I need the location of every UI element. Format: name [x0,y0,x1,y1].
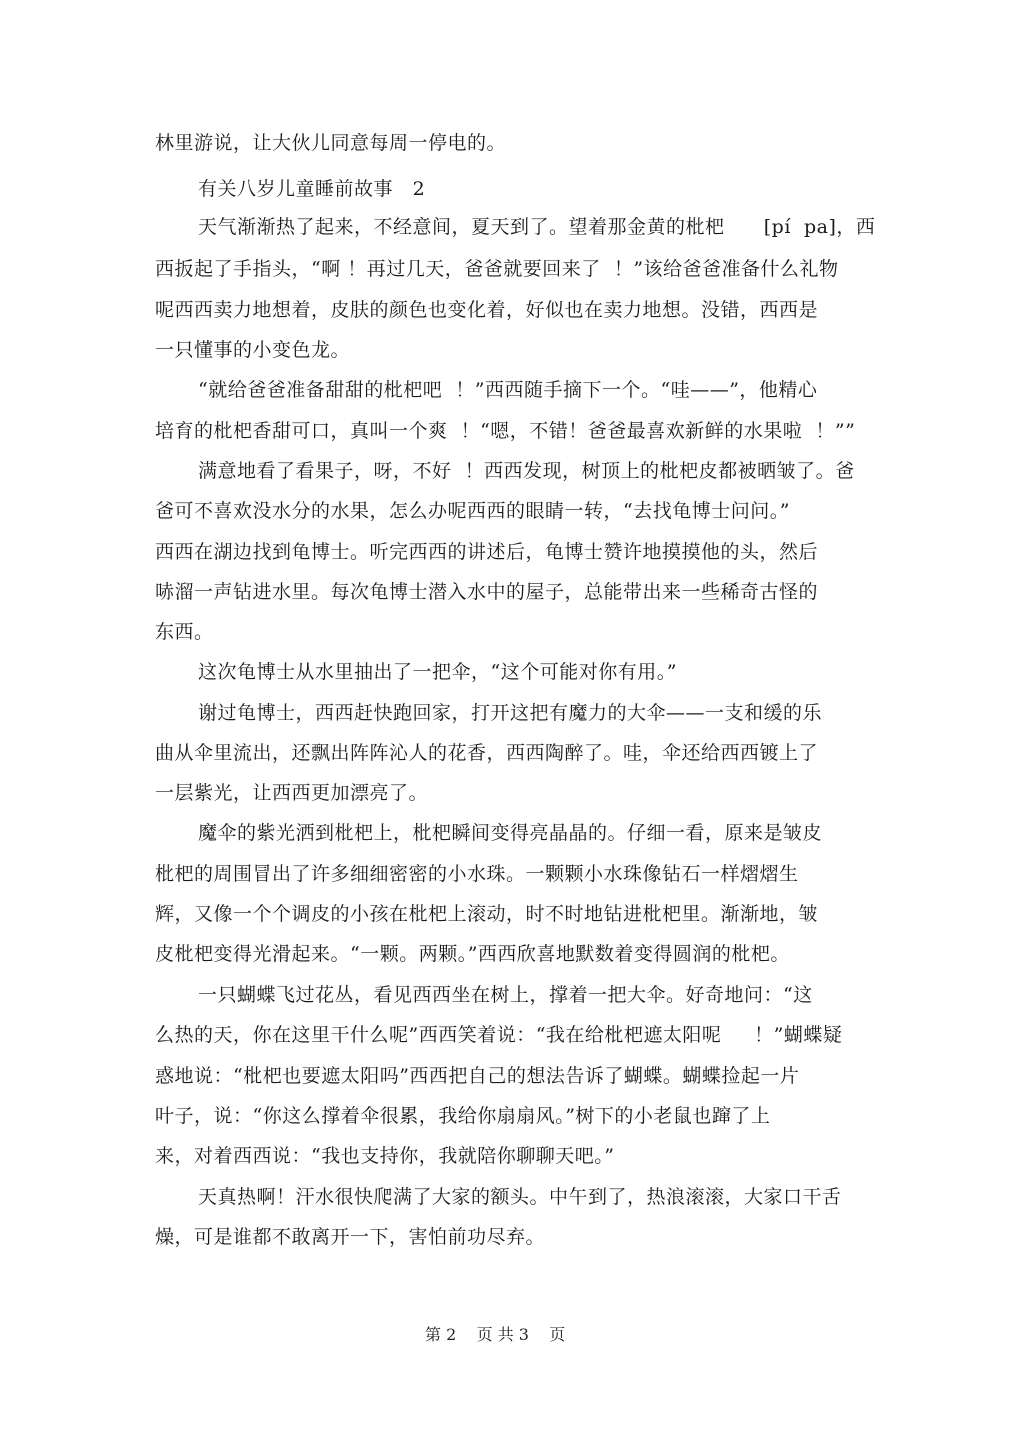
page-footer: 第 2 页 共 3 页 [425,1325,566,1344]
text-line: 这次龟博士从水里抽出了一把伞，“这个可能对你有用。” [198,661,677,683]
text-line: “就给爸爸准备甜甜的枇杷吧 ！”西西随手摘下一个。“哇——”，他精心 [198,379,818,401]
text-line: 叶子，说：“你这么撑着伞很累，我给你扇扇风。”树下的小老鼠也蹿了上 [155,1105,771,1127]
text-line: 爸可不喜欢没水分的水果，怎么办呢西西的眼睛一转，“去找龟博士问问。” [155,500,790,522]
text-line: 一只蝴蝶飞过花丛，看见西西坐在树上，撑着一把大伞。好奇地问：“这 [198,984,813,1006]
text-line: 皮枇杷变得光滑起来。“一颗。两颗。”西西欣喜地默数着变得圆润的枇杷。 [155,943,790,965]
section-heading: 有关八岁儿童睡前故事 2 [198,178,426,200]
text-line: 来，对着西西说：“我也支持你，我就陪你聊聊天吧。” [155,1145,615,1167]
text-line: 西扳起了手指头，“啊 ！再过几天，爸爸就要回来了 ！”该给爸爸准备什么礼物 [155,258,839,280]
text-line: 天真热啊！汗水很快爬满了大家的额头。中午到了，热浪滚滚，大家口干舌 [198,1186,842,1208]
text-line: 哧溜一声钻进水里。每次龟博士潜入水中的屋子，总能带出来一些稀奇古怪的 [155,581,819,603]
text-line: 培育的枇杷香甜可口，真叫一个爽 ！“嗯，不错！爸爸最喜欢新鲜的水果啦 ！”” [155,420,856,442]
text-line: 林里游说，让大伙儿同意每周一停电的。 [155,132,507,154]
text-line: 天气渐渐热了起来，不经意间，夏天到了。望着那金黄的枇杷 [pí pa]，西 [198,216,876,238]
text-line: 枇杷的周围冒出了许多细细密密的小水珠。一颗颗小水珠像钻石一样熠熠生 [155,863,799,885]
text-line: 西西在湖边找到龟博士。听完西西的讲述后，龟博士赞许地摸摸他的头，然后 [155,541,819,563]
text-line: 么热的天，你在这里干什么呢”西西笑着说：“我在给枇杷遮太阳呢 ！”蝴蝶疑 [155,1024,843,1046]
text-line: 呢西西卖力地想着，皮肤的颜色也变化着，好似也在卖力地想。没错，西西是 [155,299,819,321]
text-line: 谢过龟博士，西西赶快跑回家，打开这把有魔力的大伞——一支和缓的乐 [198,702,823,724]
text-line: 一只懂事的小变色龙。 [155,339,351,361]
text-line: 惑地说：“枇杷也要遮太阳吗”西西把自己的想法告诉了蝴蝶。蝴蝶捡起一片 [155,1065,800,1087]
text-line: 东西。 [155,621,214,643]
text-line: 辉，又像一个个调皮的小孩在枇杷上滚动，时不时地钻进枇杷里。渐渐地，皱 [155,903,819,925]
text-line: 魔伞的紫光洒到枇杷上，枇杷瞬间变得亮晶晶的。仔细一看，原来是皱皮 [198,822,823,844]
text-line: 燥，可是谁都不敢离开一下，害怕前功尽弃。 [155,1226,546,1248]
text-line: 曲从伞里流出，还飘出阵阵沁人的花香，西西陶醉了。哇，伞还给西西镀上了 [155,742,819,764]
text-line: 一层紫光，让西西更加漂亮了。 [155,782,429,804]
text-line: 满意地看了看果子，呀，不好 ！西西发现，树顶上的枇杷皮都被晒皱了。爸 [198,460,855,482]
